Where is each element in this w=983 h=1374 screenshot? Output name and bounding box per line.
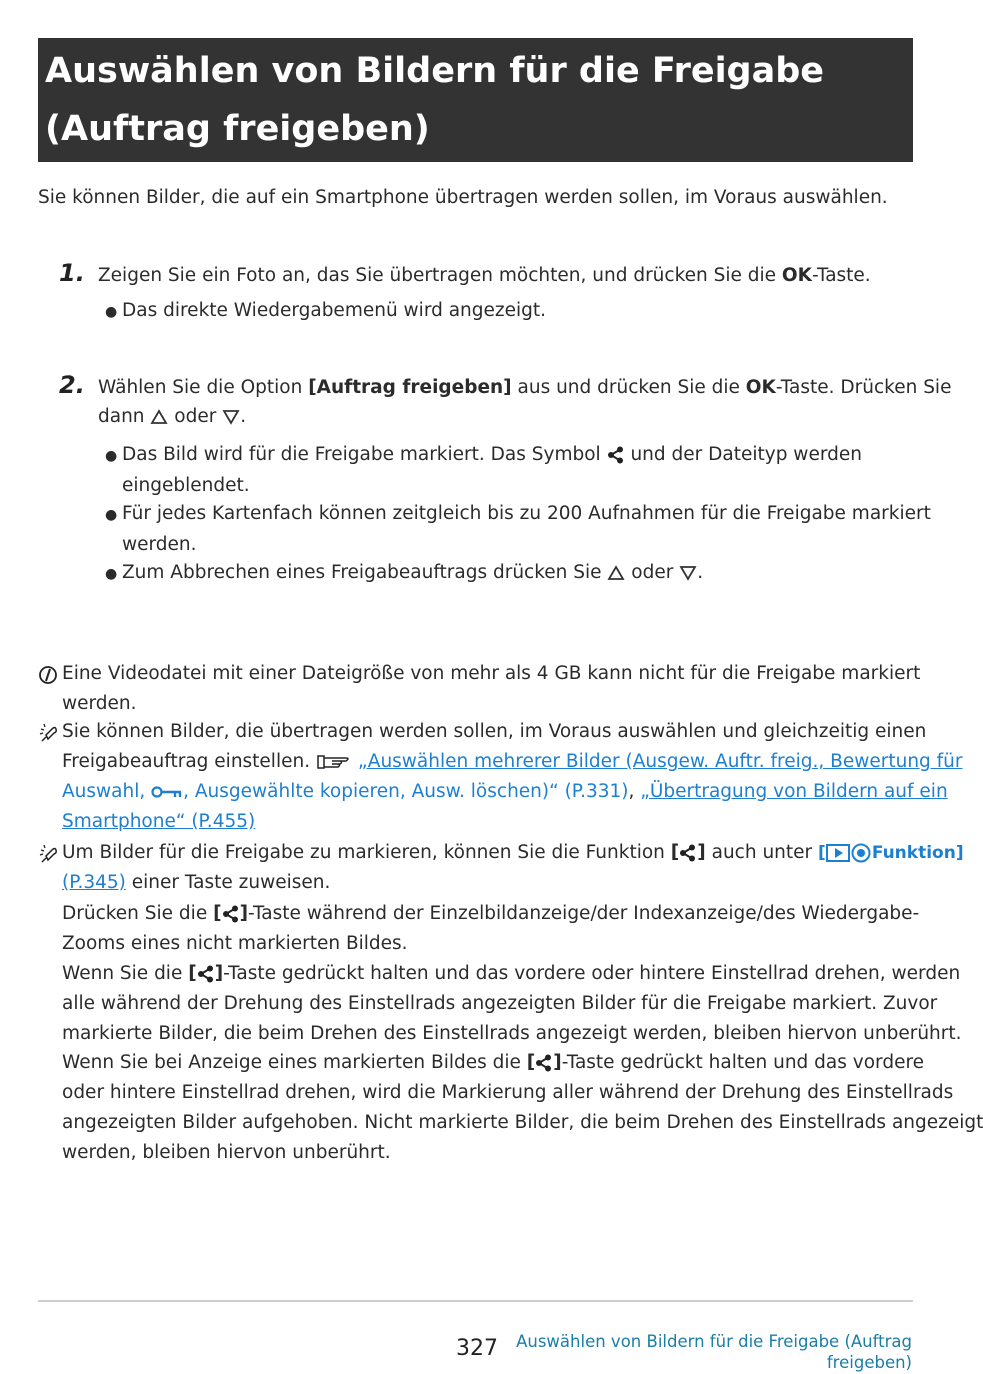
intro-text: Sie können Bilder, die auf ein Smartphone übertragen werden sollen, im Voraus auswählen. xyxy=(38,187,888,208)
list-item: ● Das direkte Wiedergabemenü wird angezeigt. xyxy=(105,300,547,321)
tip-note: Sie können Bilder, die übertragen werden sollen, im Voraus auswählen und gleichzeitig einen Freigabeauftrag einstellen. „Auswählen mehrerer Bilder (Ausgew. Auftr. freig., Bewertung für Auswahl, , Ausgewählte kopieren, Ausw. löschen)“ (P.331), „Übertragung von Bildern auf ein Smartphone“ (P.455) xyxy=(38,717,963,837)
share-icon xyxy=(607,444,625,465)
list-item: ● Für jedes Kartenfach können zeitgleich bis zu 200 Aufnahmen für die Freigabe markiert werden. xyxy=(105,503,931,555)
page-number: 327 xyxy=(456,1336,498,1361)
share-icon xyxy=(197,963,215,984)
key-icon xyxy=(151,781,183,802)
caution-note: Eine Videodatei mit einer Dateigröße von mehr als 4 GB kann nicht für die Freigabe markiert werden. xyxy=(38,659,920,719)
play-icon xyxy=(826,843,850,863)
step-text: Wählen Sie die Option [Auftrag freigeben] aus und drücken Sie die OK-Taste. Drücken Sie dann oder . xyxy=(98,377,952,427)
list-item: ● Zum Abbrechen eines Freigabeauftrags drücken Sie oder . xyxy=(105,562,704,583)
share-icon xyxy=(222,903,240,924)
ok-label: OK xyxy=(781,265,812,286)
up-triangle-icon xyxy=(150,406,168,427)
caution-icon xyxy=(38,659,62,689)
down-triangle-icon xyxy=(679,562,697,583)
tip-paragraph: Drücken Sie die [ ]-Taste während der Einzelbildanzeige/der Indexanzeige/des Wiedergabe- Zooms eines nicht markierten Bildes. xyxy=(62,903,920,954)
option-name: [Auftrag freigeben] xyxy=(308,377,512,398)
function-dial-icon xyxy=(850,843,872,863)
tip-paragraph: Wenn Sie die [ ]-Taste gedrückt halten und das vordere oder hintere Einstellrad drehen, werden alle während der Drehung des Einstellrads angezeigten Bilder für die Freigabe markiert. Zuvor markierte Bilder, die beim Drehen des Einstellrads angezeigt werden, bleiben hiervon unberührt. xyxy=(62,963,962,1044)
link-smartphone-transfer-cont[interactable]: Smartphone“ (P.455) xyxy=(62,811,256,832)
title-line-2: (Auftrag freigeben) xyxy=(45,109,430,149)
link-function-menu[interactable]: [ Funktion] xyxy=(818,843,964,863)
link-multiple-images[interactable]: „Auswählen mehrerer Bilder (Ausgew. Auftr. freig., Bewertung für xyxy=(357,751,963,772)
link-page-345[interactable]: (P.345) xyxy=(62,872,126,893)
step-number: 2. xyxy=(59,371,85,399)
list-item: ● Das Bild wird für die Freigabe markiert. Das Symbol und der Dateityp werden eingeblendet. xyxy=(105,444,862,496)
link-smartphone-transfer[interactable]: „Übertragung von Bildern auf ein xyxy=(640,781,948,802)
step-number: 1. xyxy=(59,259,85,287)
share-icon xyxy=(679,842,697,863)
share-icon xyxy=(535,1052,553,1073)
tip-icon xyxy=(38,717,62,747)
tip-note: Um Bilder für die Freigabe zu markieren, können Sie die Funktion [ ] auch unter [ Funktion] (P.345) einer Taste zuweisen. xyxy=(38,838,964,898)
tip-icon xyxy=(38,838,62,868)
tip-paragraph: Wenn Sie bei Anzeige eines markierten Bildes die [ ]-Taste gedrückt halten und das vordere oder hintere Einstellrad drehen, wird die Markierung aller während der Drehung des Einstellrads angezeigten Bilder aufgehoben. Nicht markierte Bilder, die beim Drehen des Einstellrads angezeigt werden, bleiben hiervon unberührt. xyxy=(62,1052,983,1163)
down-triangle-icon xyxy=(222,406,240,427)
step-text: Zeigen Sie ein Foto an, das Sie übertragen möchten, und drücken Sie die OK-Taste. xyxy=(98,265,871,286)
title-line-1: Auswählen von Bildern für die Freigabe xyxy=(45,51,825,91)
footer-divider xyxy=(38,1300,913,1302)
ok-label: OK xyxy=(745,377,776,398)
page-title xyxy=(38,38,913,162)
hand-pointer-icon xyxy=(316,751,352,772)
footer-section-link[interactable]: Auswählen von Bildern für die Freigabe (Auftrag freigeben) xyxy=(516,1332,912,1372)
link-multiple-images-cont[interactable]: Auswahl, , Ausgewählte kopieren, Ausw. löschen)“ (P.331) xyxy=(62,781,629,802)
up-triangle-icon xyxy=(607,562,625,583)
